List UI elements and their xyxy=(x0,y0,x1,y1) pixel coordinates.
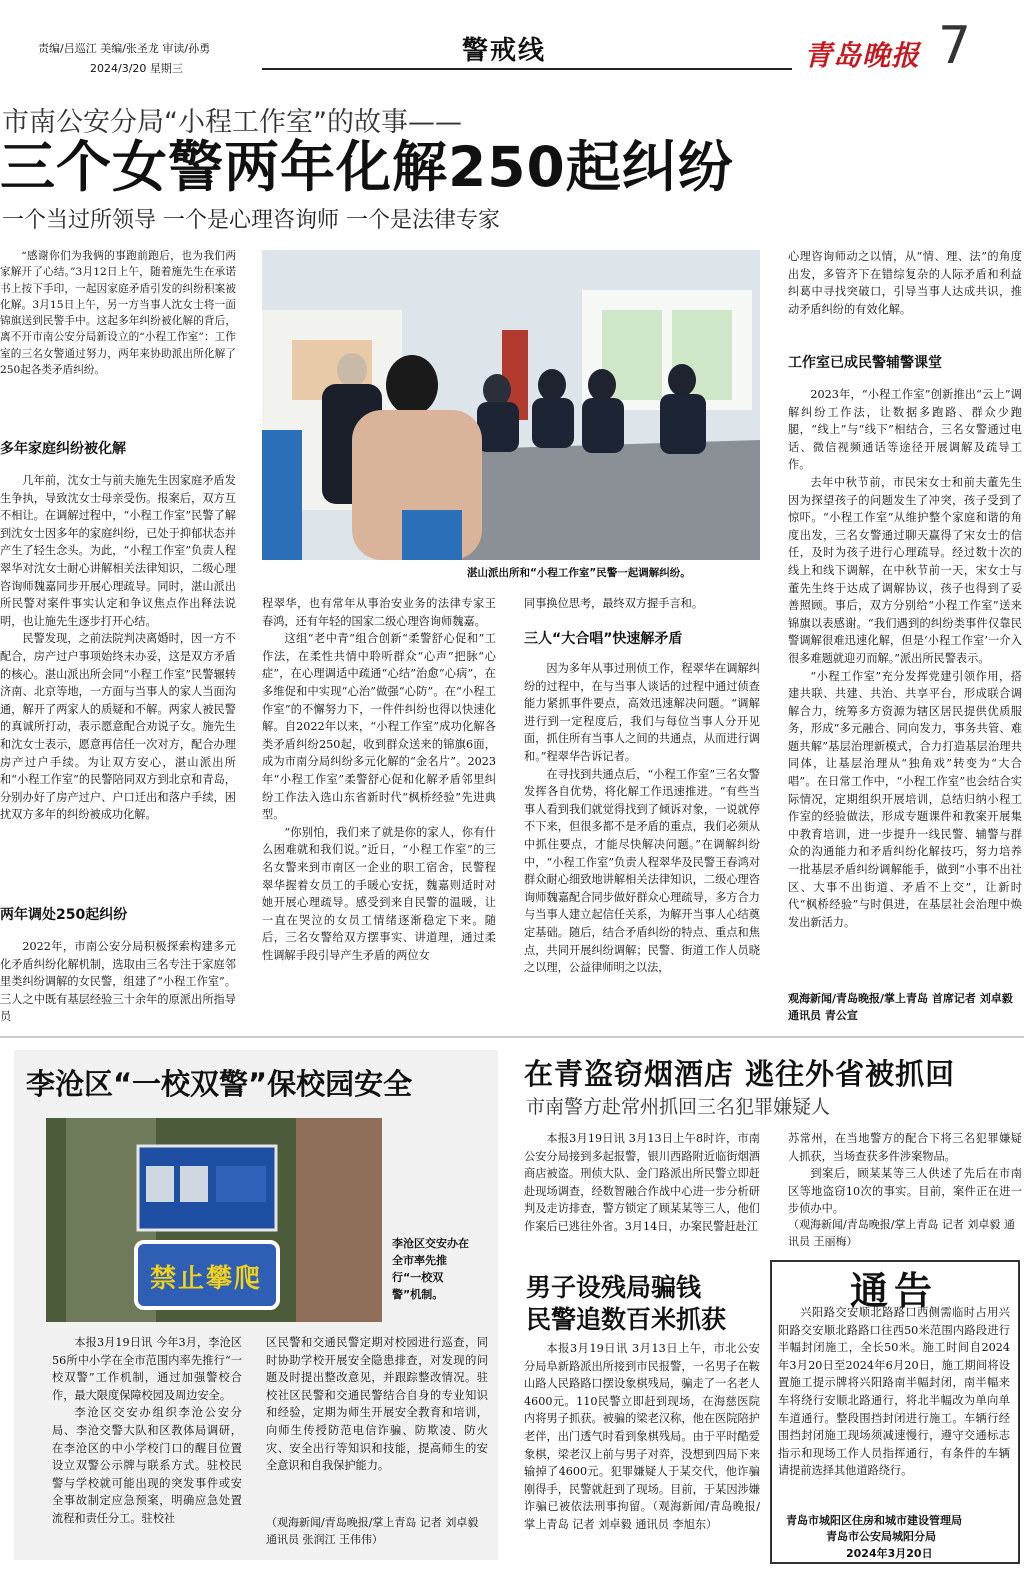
school-photo-caption: 李沧区交安办在全市率先推行“一校双警”机制。 xyxy=(392,1237,469,1301)
col2-body: 程翠华，也有常年从事治安业务的法律专家王春鸿，还有年轻的国家二级心理咨询师魏嘉。 这组“老中青”组合创新“柔警舒心促和”工作法，在柔性共情中聆听群众“心声”把脉“心症”，在心理调适中疏通“心结”治愈“心病”，在多维促和中实现“心治”做强“心防”。在“小程工作室”的不懈努力下，一件件纠纷也得以快速化解。自2022年以来，“小程工作室”成功化解各类矛盾纠纷250起，收到群众送来的锦旗6面，成为市南分局纠纷多元化解的“金名片”。2023年“小程工作室”柔警舒心促和化解矛盾邻里纠纷工作法入选山东省新时代“枫桥经验”先进典型。 “你别怕，我们来了就是你的家人，你有什么困难就和我们说。”近日，“小程工作室”的三名女警来到市南区一企业的职工宿舍，民警程翠华握着女员工的手暖心安抚，魏嘉则适时对她开展心理疏导。感受到来自民警的温暖，让一直在哭泣的女员工情绪逐渐稳定下来。随后，三名女警给双方摆事实、讲道理，通过柔性调解手段引导产生矛盾的两位女 xyxy=(262,597,496,962)
intro-paragraph: “感谢你们为我俩的事跑前跑后，也为我们两家解开了心结。”3月12日上午，随着施先生在承诺书上按下手印，一起因家庭矛盾引发的纠纷积案被化解。3月15日上午，另一方当事人沈女士将一面锦旗送到民警手中。这起多年纠纷被化解的背后，离不开市南公安分局新设立的“小程工作室”：工作室的三名女警通过努力，两年来协助派出所化解了250起各类矛盾纠纷。 xyxy=(0,250,236,377)
col4-body: 2023年，“小程工作室”创新推出“云上”调解纠纷工作法，让数据多跑路、群众少跑腿，“线上”与“线下”相结合，三名女警通过电话、微信视频通话等途径开展调解及疏导工作。 去年中秋节前，市民宋女士和前夫董先生因为探望孩子的问题发生了冲突，孩子受到了惊吓。“小程工作室”从维护整个家庭和谐的角度出发，三名女警通过聊天赢得了宋女士的信任，及时为孩子进行心理疏导。经过数十次的线上和线下调解，在中秋节前一天，宋女士与董先生终于达成了调解协议，孩子也得到了妥善照顾。事后，双方分别给“小程工作室”送来锦旗以表感谢。“我们遇到的纠纷类事件仅靠民警调解很难迅速化解，但是‘小程工作室’一介入很多难题就迎刃而解。”派出所民警表示。 “小程工作室”充分发挥党建引领作用，搭建共联、共建、共治、共享平台，形成联合调解合力，统筹多方资源为辖区居民提供优质服务，形成“多元融合、同向发力，事务共管、难题共解”基层治理新模式，合力打造基层治理共同体，让基层治理从“独角戏”转变为“大合唱”。在日常工作中，“小程工作室”也会结合实际情况，定期组织开展培训，总结归纳小程工作室的经验做法，形成专题课件和教案开展集中教育培训，进一步提升一线民警、辅警与群众的沟通能力和矛盾纠纷化解技巧，努力培养一批基层矛盾纠纷调解能手，做到“小事不出社区、大事不出街道、矛盾不上交”，让新时代“枫桥经验”与时俱进，在基层社会治理中焕发出新活力。 xyxy=(788,388,1022,929)
fraud-title-line1: 男子设残局骗钱 xyxy=(526,1273,702,1302)
mediation-scene-illustration xyxy=(262,250,760,560)
subhead-2: 两年调处250起纠纷 xyxy=(0,907,128,923)
col3-body: 因为多年从事过刑侦工作，程翠华在调解纠纷的过程中，在与当事人谈话的过程中通过侦查能力紧抓事件要点，高效迅速解决问题。“调解进行到一定程度后，我们与每位当事人分开见面，抓住所有当事人之间的共通点，从而进行调和。”程翠华告诉记者。 在寻找到共通点后，“小程工作室”三名女警发挥各自优势，将化解工作迅速推进。“有些当事人看到我们就觉得找到了倾诉对象，一说就停不下来，但很多都不是矛盾的重点，我们必须从中抓住要点，才能尽快解决问题。”在调解纠纷中，“小程工作室”负责人程翠华及民警王春鸿对群众耐心细致地讲解相关法律知识，二级心理咨询师魏嘉配合同步做好群众心理疏导，多方合力与当事人建立起信任关系，为解开当事人心结奠定基础。随后，结合矛盾纠纷的特点、重点和焦点，共同开展纠纷调解；民警、街道工作人员晓之以理，公益律师明之以法， xyxy=(524,662,760,975)
notice-signatory-2: 青岛市公安局城阳分局 xyxy=(826,1530,936,1543)
school-title: 李沧区“一校双警”保校园安全 xyxy=(26,1067,413,1101)
issue-date: 2024/3/20 星期三 xyxy=(90,62,183,75)
school-photo xyxy=(46,1118,382,1322)
section-divider xyxy=(0,1036,1024,1038)
main-photo xyxy=(262,250,760,560)
deck: 一个当过所领导 一个是心理咨询师 一个是法律专家 xyxy=(2,208,500,233)
main-byline: 观海新闻/青岛晚报/掌上青岛 首席记者 刘卓毅 通讯员 青公宣 xyxy=(788,992,1013,1022)
notice-date: 2024年3月20日 xyxy=(846,1547,933,1560)
section-title: 警戒线 xyxy=(462,36,547,66)
col1-body: 几年前，沈女士与前夫施先生因家庭矛盾发生争执，导致沈女士母亲受伤。报案后，双方互不相让。在调解过程中，“小程工作室”民警了解到沈女士因多年的家庭纠纷，已处于抑郁状态并产生了轻生念头。为此，“小程工作室”负责人程翠华对沈女士耐心讲解相关法律知识，二级心理咨询师魏嘉同步开展心理疏导。同时，湛山派出所民警对案件事实认定和争议焦点作出释法说明，也让施先生逐步打开心结。 民警发现，之前法院判决离婚时，因一方不配合，房产过户事项始终未办妥，这是双方矛盾的核心。湛山派出所会同“小程工作室”民警辗转济南、北京等地，一方面与当事人的家人当面沟通，解开了两家人的质疑和不解。两家人被民警的真诚所打动，表示愿意配合劝说子女。施先生和沈女士表示，愿意再信任一次对方，配合办理房产过户手续。为让双方安心，湛山派出所和“小程工作室”的民警陪同双方到北京和青岛，分别办好了房产过户、户口迁出和落户手续，困扰双方多年的纠纷被成功化解。 xyxy=(0,474,236,822)
page-number: 7 xyxy=(938,16,972,76)
notice-signatory-1: 青岛市城阳区住房和城市建设管理局 xyxy=(786,1514,962,1527)
fraud-body: 本报3月19日讯 3月13日上午，市北公安分局阜新路派出所接到市民报警，一名男子在鞍山路人民路路口摆设象棋残局，骗走了一名老人4600元。110民警立即赶到现场，在海慈医院内将男子抓获。被骗的梁老汉称，他在医院陪护老伴，出门透气时看到象棋残局。由于平时酷爱象棋，梁老汉上前与男子对弈，没想到四局下来输掉了4600元。犯罪嫌疑人于某交代，他诈骗刚得手，民警就赶到了现场。目前，于某因涉嫌诈骗已被依法刑事拘留。（观海新闻/青岛晚报/掌上青岛 记者 刘卓毅 通讯员 李旭东） xyxy=(524,1342,760,1531)
theft-col2: 苏常州，在当地警方的配合下将三名犯罪嫌疑人抓获，当场查获多件涉案物品。 到案后，顾某某等三人供述了先后在市南区等地盗窃10次的事实。目前，案件正在进一步侦办中。 xyxy=(788,1132,1022,1216)
col3-top: 同事换位思考，最终双方握手言和。 xyxy=(524,597,704,610)
fraud-title-line2: 民警追数百米抓获 xyxy=(526,1305,727,1334)
no-climbing-sign: 禁止攀爬 xyxy=(150,1264,263,1294)
subhead-1: 多年家庭纠纷被化解 xyxy=(0,441,126,457)
school-col2: 区民警和交通民警定期对校园进行巡查，同时协助学校开展安全隐患排查，对发现的问题及时提出整改意见，并跟踪整改情况。驻校社区民警和交通民警结合自身的专业知识和经验，定期为师生开展安全教育和培训，向师生传授防范电信诈骗、防欺凌、防火灾、安全出行等知识和技能，提高师生的安全意识和自我保护能力。 xyxy=(266,1336,488,1473)
notice-title: 通告 xyxy=(850,1269,939,1313)
subhead-4: 工作室已成民警辅警课堂 xyxy=(788,355,942,371)
theft-subtitle: 市南警方赴常州抓回三名犯罪嫌疑人 xyxy=(526,1096,831,1118)
school-byline: （观海新闻/青岛晚报/掌上青岛 记者 刘卓毅 通讯员 张润江 王伟伟） xyxy=(266,1516,479,1546)
editor-credits: 责编/吕巡江 美编/张圣龙 审读/孙勇 xyxy=(38,42,211,55)
headline: 三个女警两年化解250起纠纷 xyxy=(0,135,734,199)
kicker: 市南公安分局“小程工作室”的故事—— xyxy=(2,107,462,138)
col1-body-2: 2022年，市南公安分局积极探索构建多元化矛盾纠纷化解机制，选取由三名专注于家庭邻里类纠纷调解的女民警，组建了“小程工作室”。三人之中既有基层经验三十余年的原派出所指导员 xyxy=(0,940,236,1024)
theft-byline: （观海新闻/青岛晚报/掌上青岛 记者 刘卓毅 通讯员 王丽梅） xyxy=(788,1218,1015,1248)
school-col1: 本报3月19日讯 今年3月，李沧区56所中小学在全市范围内率先推行“一校双警”工作机制，通过加强警校合作，最大限度保障校园及周边安全。 李沧区交安办组织李沧公安分局、李沧交警大队和区教体局调研，在李沧区的中小学校门口的醒目位置设立双警公示牌与联系方式。驻校民警与学校就可能出现的突发事件或安全事故制定应急预案，明确应急处置流程和责任分工。驻校社 xyxy=(52,1336,242,1525)
theft-title: 在青盗窃烟酒店 逃往外省被抓回 xyxy=(524,1057,956,1091)
subhead-3: 三人“大合唱”快速解矛盾 xyxy=(524,631,683,647)
notice-body: 兴阳路交安顺北路路口西侧需临时占用兴阳路交安顺北路路口往西50米范围内路段进行半幅封闭施工，全长50米。施工时间自2024年3月20日至2024年6月20日，施工期间将设置施工提示牌将兴阳路南半幅封闭，南半幅来车将绕行安顺北路通行，将北半幅改为单向单车道通行。整段围挡封闭进行施工。车辆行经围挡封闭施工现场须减速慢行，遵守交通标志指示和现场工作人员指挥通行，有条件的车辆请提前选择其他道路绕行。 xyxy=(778,1306,1010,1478)
col4-top: 心理咨询师动之以情，从“情、理、法”的角度出发，多管齐下在错综复杂的人际矛盾和利益纠葛中寻找突破口，引导当事人达成共识，推动矛盾纠纷的有效化解。 xyxy=(788,250,1022,316)
photo-caption: 湛山派出所和“小程工作室”民警一起调解纠纷。 xyxy=(467,567,691,579)
newspaper-logo: 青岛晚报 xyxy=(804,39,921,72)
header-rule xyxy=(262,68,792,70)
theft-col1: 本报3月19日讯 3月13日上午8时许，市南公安分局接到多起报警，银川西路附近临街烟酒商店被盗。刑侦大队、金门路派出所民警立即赶赴现场调查，经数智融合作战中心进一步分析研判及走访排查，警方锁定了顾某某等三人，他们作案后已逃往外省。3月14日，办案民警赶赴江 xyxy=(524,1132,760,1233)
